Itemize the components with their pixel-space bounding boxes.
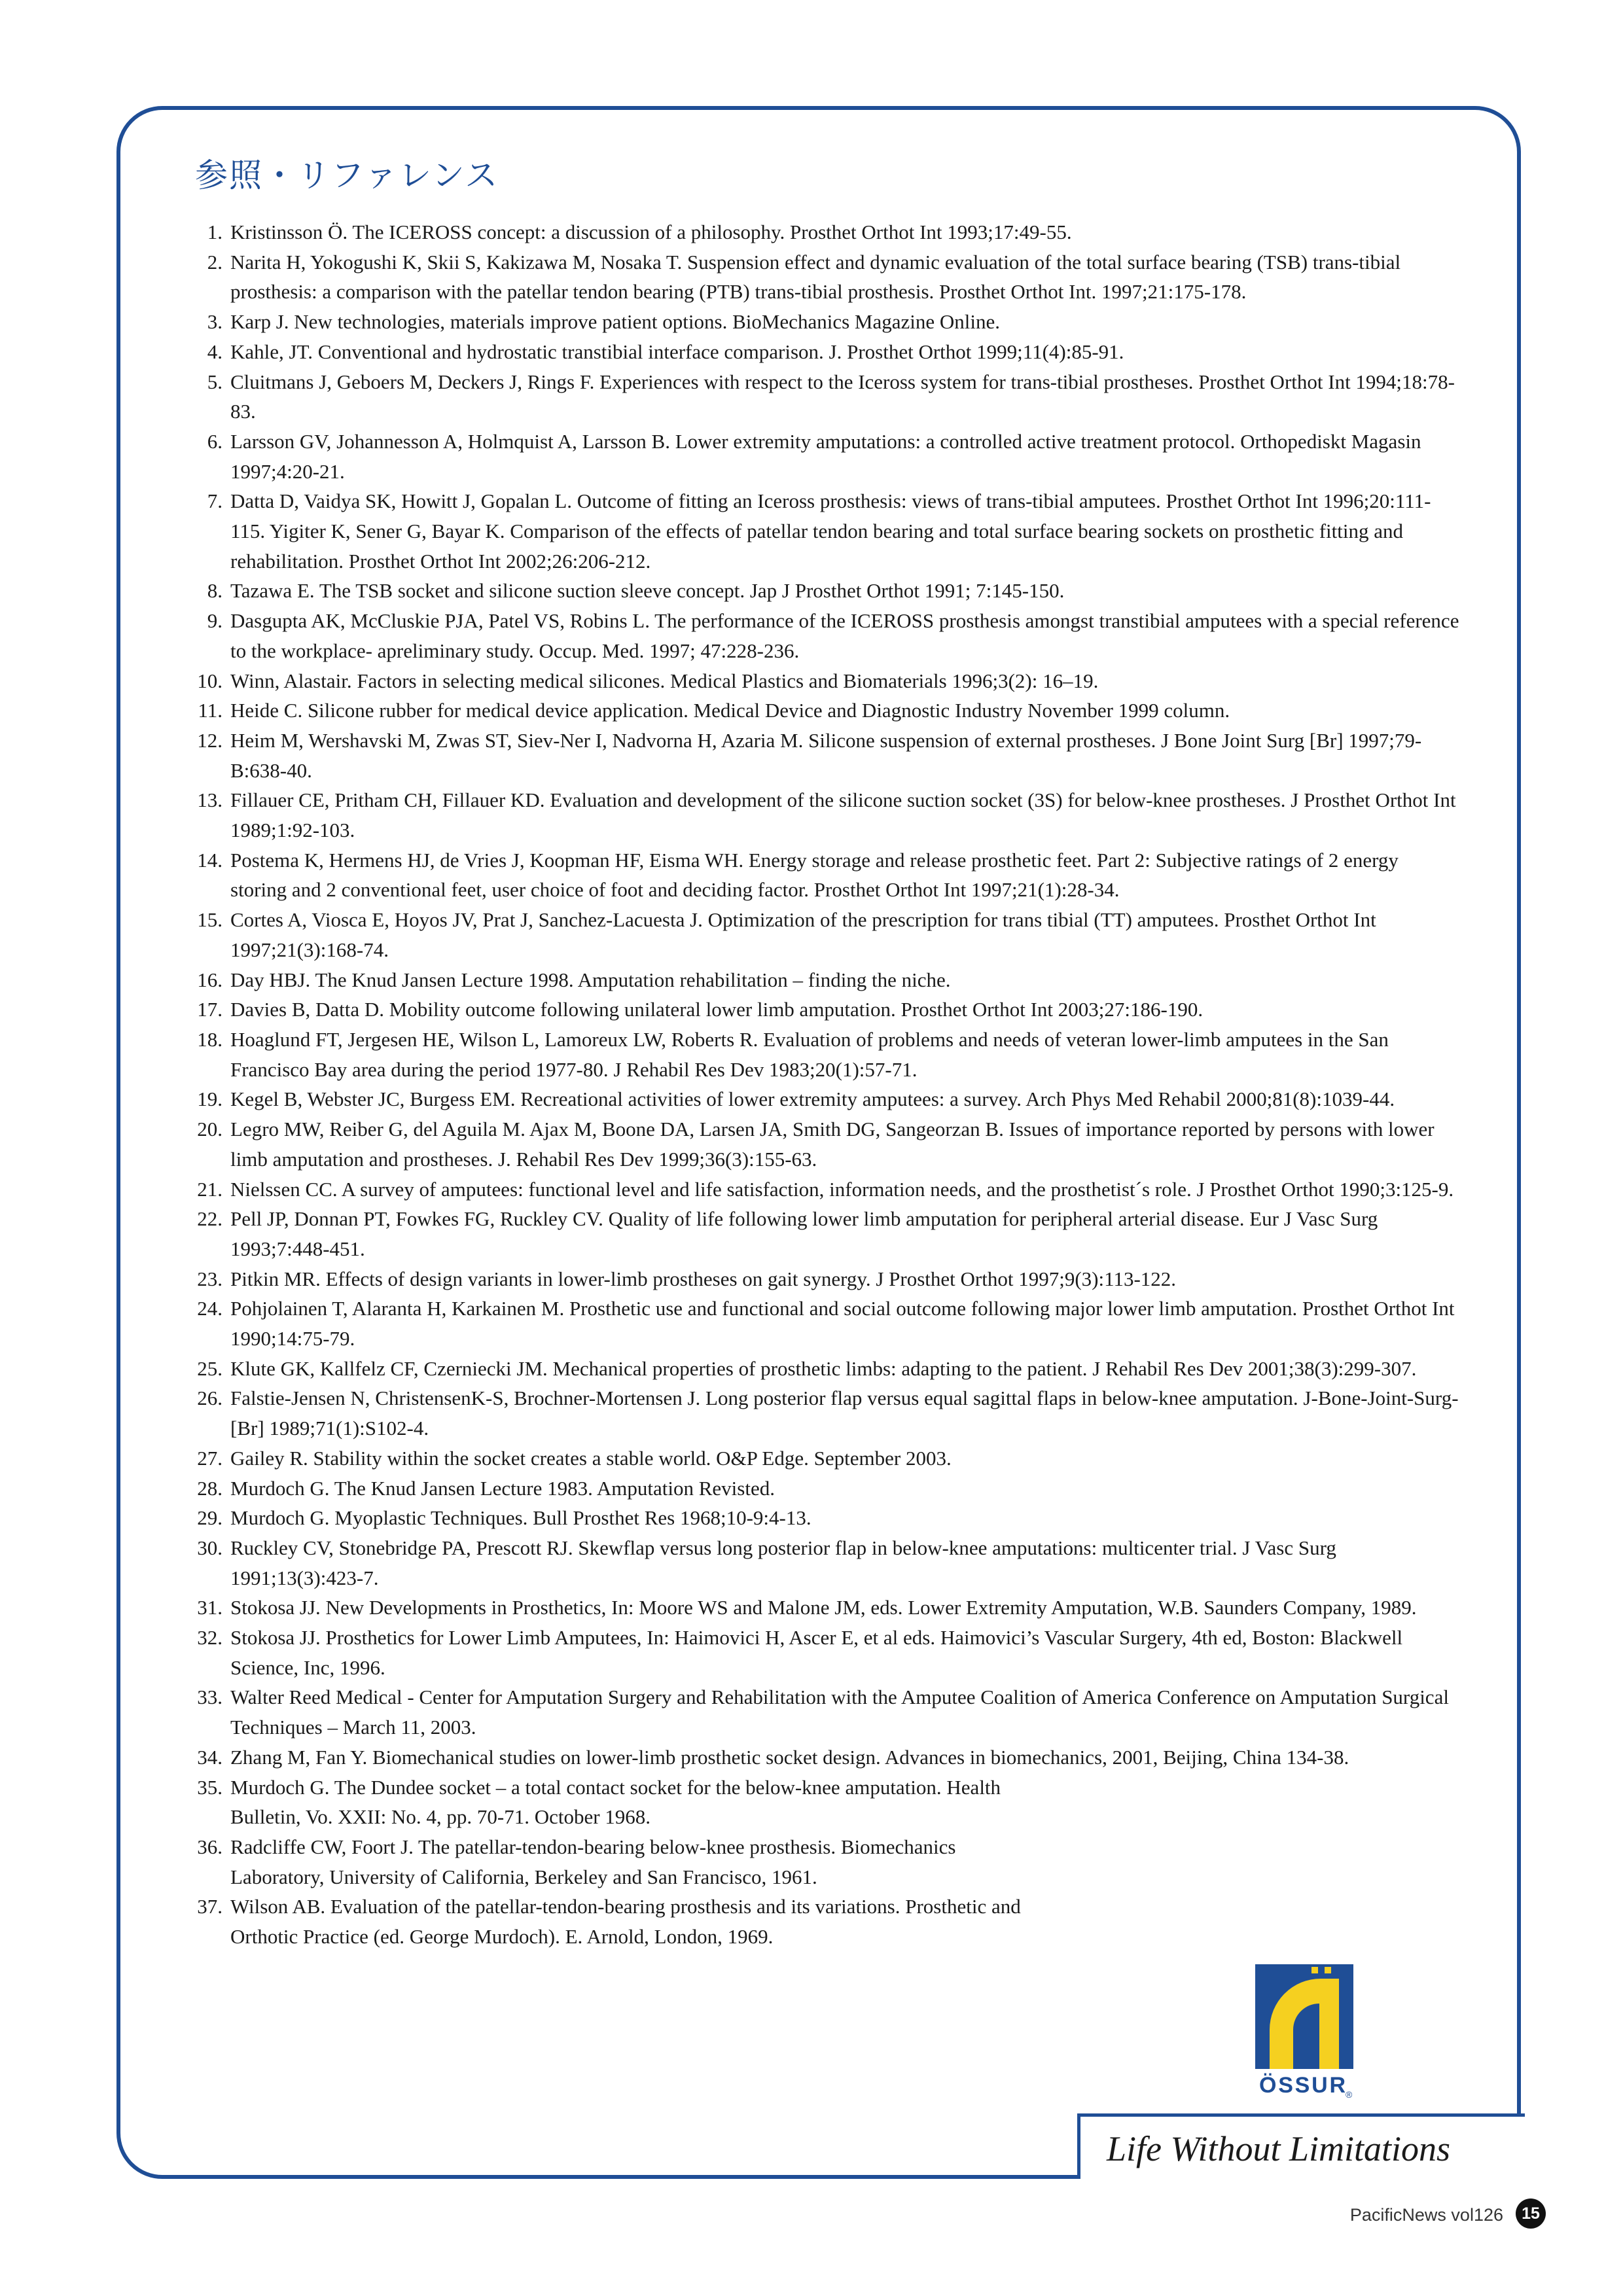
reference-text: Karp J. New technologies, materials improve patient options. BioMechanics Magazine Online.: [230, 310, 1000, 334]
reference-number: 30.: [197, 1536, 223, 1559]
reference-text: Radcliffe CW, Foort J. The patellar-tendon-bearing below-knee prosthesis. Biomechanics Laboratory, University of California, Berkeley and San Francisco, 1961.: [230, 1835, 956, 1888]
reference-item: [177, 845, 1459, 905]
reference-item: [177, 1174, 1459, 1205]
footer-publication: PacificNews vol126: [1349, 2205, 1503, 2225]
reference-text: Murdoch G. The Knud Jansen Lecture 1983. Amputation Revisted.: [230, 1476, 775, 1500]
reference-text: Ruckley CV, Stonebridge PA, Prescott RJ. Skewflap versus long posterior flap in below-knee amputations: multicenter trial. J Vasc Surg 1991;13(3):423-7.: [230, 1536, 1336, 1589]
reference-item: [177, 1773, 1459, 1832]
reference-item: [177, 1114, 1459, 1174]
reference-number: 32.: [197, 1626, 223, 1650]
reference-number: 10.: [197, 669, 223, 692]
reference-number: 21.: [197, 1177, 223, 1201]
reference-item: [177, 785, 1459, 845]
reference-list: [177, 217, 1459, 1952]
reference-item: [177, 606, 1459, 665]
reference-number: 17.: [197, 998, 223, 1021]
reference-item: [177, 1443, 1459, 1474]
reference-number: 12.: [197, 728, 223, 752]
reference-text: Narita H, Yokogushi K, Skii S, Kakizawa M, Nosaka T. Suspension effect and dynamic evaluation of the total surface bearing (TSB) trans-tibial prosthesis: a comparison with the patellar tendon bearing (PTB) trans-tibial prosthesis. Prosthet Orthot Int. 1997;21:175-178.: [230, 250, 1401, 304]
reference-number: 23.: [197, 1267, 223, 1290]
reference-text: Wilson AB. Evaluation of the patellar-tendon-bearing prosthesis and its variations. Prosthetic and Orthotic Practice (ed. George Murdoch). E. Arnold, London, 1969.: [230, 1895, 1021, 1949]
reference-item: [177, 696, 1459, 726]
reference-item: [177, 666, 1459, 696]
reference-text: Hoaglund FT, Jergesen HE, Wilson L, Lamoreux LW, Roberts R. Evaluation of problems and needs of veteran lower-limb amputees in the San Francisco Bay area during the period 1977-80. J Rehabil Res Dev 1983;20(1):57-71.: [230, 1027, 1389, 1081]
reference-number: 25.: [197, 1356, 223, 1380]
ossur-logo: [1255, 1964, 1353, 2102]
reference-item: [177, 1354, 1459, 1384]
reference-item: [177, 1503, 1459, 1533]
tagline: Life Without Limitations: [1107, 2129, 1451, 2168]
reference-text: Pohjolainen T, Alaranta H, Karkainen M. Prosthetic use and functional and social outcome following major lower limb amputation. Prosthet Orthot Int 1990;14:75-79.: [230, 1297, 1455, 1351]
reference-number: 14.: [197, 848, 223, 872]
reference-text: Kahle, JT. Conventional and hydrostatic transtibial interface comparison. J. Prosthet Orthot 1999;11(4):85-91.: [230, 340, 1124, 363]
reference-text: Pitkin MR. Effects of design variants in lower-limb prostheses on gait synergy. J Prosthet Orthot 1997;9(3):113-122.: [230, 1267, 1177, 1290]
reference-text: Davies B, Datta D. Mobility outcome following unilateral lower limb amputation. Prosthet Orthot Int 2003;27:186-190.: [230, 998, 1204, 1021]
reference-number: 28.: [197, 1476, 223, 1500]
reference-number: 18.: [197, 1027, 223, 1051]
reference-text: Postema K, Hermens HJ, de Vries J, Koopman HF, Eisma WH. Energy storage and release prosthetic feet. Part 2: Subjective ratings of 2 energy storing and 2 conventional feet, user choice of foot and deciding factor. Prosthet Orthot Int 1997;21(1):28-34.: [230, 848, 1399, 902]
reference-number: 3.: [207, 310, 223, 334]
reference-number: 11.: [198, 699, 223, 722]
reference-text: Murdoch G. Myoplastic Techniques. Bull Prosthet Res 1968;10-9:4-13.: [230, 1506, 812, 1530]
reference-text: Kristinsson Ö. The ICEROSS concept: a discussion of a philosophy. Prosthet Orthot Int 1993;17:49-55.: [230, 221, 1072, 243]
reference-number: 37.: [197, 1895, 223, 1918]
reference-number: 31.: [197, 1596, 223, 1619]
reference-number: 9.: [207, 609, 223, 633]
page-title: 参照・リファレンス: [195, 156, 499, 194]
reference-item: [177, 1742, 1459, 1773]
reference-number: 7.: [207, 489, 223, 513]
reference-item: [177, 1892, 1459, 1951]
reference-number: 20.: [197, 1118, 223, 1141]
tagline-box: [1077, 2113, 1525, 2179]
reference-number: 27.: [197, 1446, 223, 1470]
reference-item: [177, 337, 1459, 367]
reference-item: [177, 427, 1459, 486]
reference-number: 35.: [197, 1775, 223, 1799]
reference-text: Klute GK, Kallfelz CF, Czerniecki JM. Mechanical properties of prosthetic limbs: adapting to the patient. J Rehabil Res Dev 2001;38(3):299-307.: [230, 1356, 1417, 1380]
reference-item: [177, 1593, 1459, 1623]
reference-number: 2.: [207, 250, 223, 274]
reference-text: Winn, Alastair. Factors in selecting medical silicones. Medical Plastics and Biomaterials 1996;3(2): 16–19.: [230, 669, 1099, 692]
reference-item: [177, 1294, 1459, 1353]
reference-item: [177, 726, 1459, 785]
reference-text: Kegel B, Webster JC, Burgess EM. Recreational activities of lower extremity amputees: a survey. Arch Phys Med Rehabil 2000;81(8):1039-44.: [230, 1087, 1395, 1111]
reference-text: Cluitmans J, Geboers M, Deckers J, Rings F. Experiences with respect to the Iceross system for trans-tibial prostheses. Prosthet Orthot Int 1994;18:78-83.: [230, 370, 1455, 423]
reference-text: Stokosa JJ. New Developments in Prosthetics, In: Moore WS and Malone JM, eds. Lower Extremity Amputation, W.B. Saunders Company, 1989.: [230, 1596, 1417, 1619]
reference-item: [177, 1474, 1459, 1504]
reference-text: Pell JP, Donnan PT, Fowkes FG, Ruckley CV. Quality of life following lower limb amputation for peripheral arterial disease. Eur J Vasc Surg 1993;7:448-451.: [230, 1207, 1378, 1260]
reference-number: 5.: [207, 370, 223, 393]
reference-number: 4.: [207, 340, 223, 363]
reference-text: Day HBJ. The Knud Jansen Lecture 1998. Amputation rehabilitation – finding the niche.: [230, 968, 951, 991]
reference-number: 26.: [197, 1386, 223, 1410]
reference-item: [177, 247, 1459, 307]
reference-text: Zhang M, Fan Y. Biomechanical studies on lower-limb prosthetic socket design. Advances in biomechanics, 2001, Beijing, China 134-38.: [230, 1745, 1349, 1769]
reference-item: [177, 1264, 1459, 1294]
page-number-badge: 15: [1516, 2199, 1546, 2229]
reference-item: [177, 367, 1459, 427]
reference-item: [177, 995, 1459, 1025]
reference-item: [177, 486, 1459, 576]
reference-item: [177, 576, 1459, 606]
reference-number: 29.: [197, 1506, 223, 1530]
reference-item: [177, 1383, 1459, 1443]
logo-registered-mark: ®: [1346, 2089, 1353, 2100]
reference-text: Tazawa E. The TSB socket and silicone suction sleeve concept. Jap J Prosthet Orthot 1991; 7:145-150.: [230, 579, 1065, 603]
reference-number: 22.: [197, 1207, 223, 1231]
reference-number: 16.: [197, 968, 223, 991]
logo-wordmark: ÖSSUR: [1259, 2073, 1346, 2098]
reference-item: [177, 1204, 1459, 1263]
reference-text: Datta D, Vaidya SK, Howitt J, Gopalan L. Outcome of fitting an Iceross prosthesis: views of trans-tibial amputees. Prosthet Orthot Int 1996;20:111-115. Yigiter K, Sener G, Bayar K. Comparison of the effects of patellar tendon bearing and total surface bearing sockets on prosthetic fitting and rehabilitation. Prosthet Orthot Int 2002;26:206-212.: [230, 489, 1431, 573]
reference-number: 19.: [197, 1087, 223, 1111]
reference-item: [177, 1084, 1459, 1114]
reference-text: Gailey R. Stability within the socket creates a stable world. O&P Edge. September 2003.: [230, 1446, 952, 1470]
reference-text: Heide C. Silicone rubber for medical device application. Medical Device and Diagnostic Industry November 1999 column.: [230, 699, 1230, 722]
reference-number: 36.: [197, 1835, 223, 1858]
reference-text: Legro MW, Reiber G, del Aguila M. Ajax M, Boone DA, Larsen JA, Smith DG, Sangeorzan B. Issues of importance reported by persons with lower limb amputation and prostheses. J. Rehabil Res Dev 1999;36(3):155-63.: [230, 1118, 1435, 1171]
reference-number: 1.: [207, 221, 223, 243]
reference-item: [177, 217, 1459, 247]
reference-number: 8.: [207, 579, 223, 603]
reference-text: Stokosa JJ. Prosthetics for Lower Limb Amputees, In: Haimovici H, Ascer E, et al eds. Haimovici’s Vascular Surgery, 4th ed, Boston: Blackwell Science, Inc, 1996.: [230, 1626, 1403, 1679]
reference-text: Fillauer CE, Pritham CH, Fillauer KD. Evaluation and development of the silicone suction socket (3S) for below-knee prostheses. J Prosthet Orthot Int 1989;1:92-103.: [230, 788, 1456, 842]
reference-item: [177, 1025, 1459, 1084]
reference-item: [177, 1623, 1459, 1682]
reference-text: Nielssen CC. A survey of amputees: functional level and life satisfaction, information needs, and the prosthetist´s role. J Prosthet Orthot 1990;3:125-9.: [230, 1177, 1454, 1201]
reference-number: 6.: [207, 429, 223, 453]
reference-text: Cortes A, Viosca E, Hoyos JV, Prat J, Sanchez-Lacuesta J. Optimization of the prescription for trans tibial (TT) amputees. Prosthet Orthot Int 1997;21(3):168-74.: [230, 908, 1376, 961]
reference-text: Dasgupta AK, McCluskie PJA, Patel VS, Robins L. The performance of the ICEROSS prosthesis amongst transtibial amputees with a special reference to the workplace- apreliminary study. Occup. Med. 1997; 47:228-236.: [230, 609, 1459, 662]
reference-item: [177, 307, 1459, 337]
reference-text: Walter Reed Medical - Center for Amputation Surgery and Rehabilitation with the Amputee Coalition of America Conference on Amputation Surgical Techniques – March 11, 2003.: [230, 1686, 1449, 1739]
reference-number: 24.: [197, 1297, 223, 1320]
reference-item: [177, 1832, 1459, 1892]
reference-text: Larsson GV, Johannesson A, Holmquist A, Larsson B. Lower extremity amputations: a controlled active treatment protocol. Orthopediskt Magasin 1997;4:20-21.: [230, 429, 1421, 483]
reference-text: Murdoch G. The Dundee socket – a total contact socket for the below-knee amputation. Health Bulletin, Vo. XXII: No. 4, pp. 70-71. October 1968.: [230, 1775, 1001, 1829]
reference-item: [177, 905, 1459, 964]
reference-text: Heim M, Wershavski M, Zwas ST, Siev-Ner I, Nadvorna H, Azaria M. Silicone suspension of external prostheses. J Bone Joint Surg [Br] 1997;79-B:638-40.: [230, 728, 1422, 782]
reference-number: 13.: [197, 788, 223, 812]
reference-text: Falstie-Jensen N, ChristensenK-S, Brochner-Mortensen J. Long posterior flap versus equal sagittal flaps in below-knee amputation. J-Bone-Joint-Surg-[Br] 1989;71(1):S102-4.: [230, 1386, 1459, 1440]
reference-number: 33.: [197, 1686, 223, 1709]
reference-number: 15.: [197, 908, 223, 932]
reference-item: [177, 1682, 1459, 1742]
reference-item: [177, 965, 1459, 995]
reference-item: [177, 1533, 1459, 1593]
reference-number: 34.: [197, 1745, 223, 1769]
